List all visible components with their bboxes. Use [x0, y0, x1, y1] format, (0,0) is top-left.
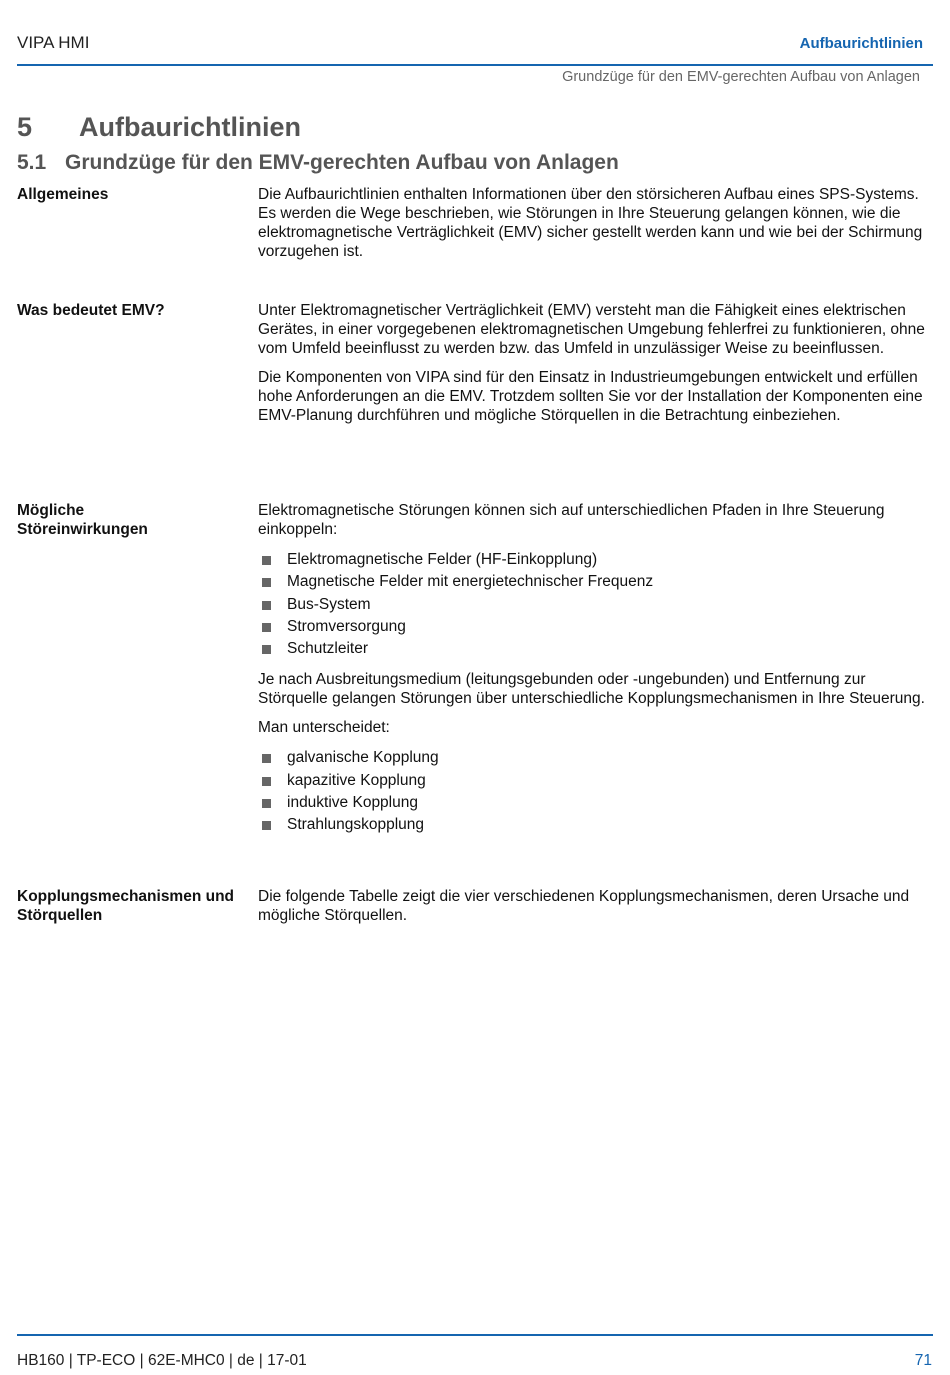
list-item: [258, 616, 930, 638]
section-title: Grundzüge für den EMV-gerechten Aufbau von Anlagen: [65, 151, 619, 174]
block-label: Kopplungsmechanismen und Störquellen: [17, 888, 235, 924]
chapter-number: 5: [17, 112, 33, 142]
list-item: [258, 594, 930, 616]
square-bullet-icon: [262, 777, 271, 786]
list-item-text: Schutzleiter: [287, 640, 368, 658]
square-bullet-icon: [262, 556, 271, 565]
header-subtitle: Grundzüge für den EMV-gerechten Aufbau von Anlagen: [562, 69, 920, 85]
paragraph: Die Aufbaurichtlinien enthalten Informationen über den störsicheren Aufbau eines SPS-Systems. Es werden die Wege beschrieben, wie Störungen in Ihre Steuerung gelangen können, wie die elektromagnetische Verträglichkeit (EMV) sicher gestellt werden kann und wie bei der Schirmung vorzugehen ist.: [258, 186, 923, 260]
block-label: Mögliche Störeinwirkungen: [17, 502, 148, 538]
list-item: [258, 638, 930, 660]
paragraph: Je nach Ausbreitungsmedium (leitungsgebunden oder -ungebunden) und Entfernung zur Störquelle gelangen Störungen über unterschiedliche Kopplungsmechanismen in Ihre Steuerung.: [258, 671, 925, 708]
square-bullet-icon: [262, 578, 271, 587]
list-item: [258, 747, 930, 769]
block-body: [258, 301, 930, 435]
list-item: [258, 792, 930, 814]
paragraph: Die folgende Tabelle zeigt die vier verschiedenen Kopplungsmechanismen, deren Ursache und mögliche Störquellen.: [258, 888, 910, 924]
square-bullet-icon: [262, 754, 271, 763]
block-body: [258, 185, 930, 271]
list-item-text: induktive Kopplung: [287, 794, 418, 812]
square-bullet-icon: [262, 821, 271, 830]
block-body: [258, 501, 930, 847]
square-bullet-icon: [262, 601, 271, 610]
square-bullet-icon: [262, 623, 271, 632]
square-bullet-icon: [262, 645, 271, 654]
list-item: [258, 571, 930, 593]
list-item: [258, 549, 930, 571]
list-item: [258, 770, 930, 792]
list-item-text: Magnetische Felder mit energietechnischer Frequenz: [287, 573, 654, 591]
header-product: VIPA HMI: [17, 33, 90, 52]
bullet-list-paths: [258, 549, 930, 660]
header-chapter-link[interactable]: Aufbaurichtlinien: [799, 35, 923, 52]
block-label: Allgemeines: [17, 186, 109, 203]
list-item-text: galvanische Kopplung: [287, 749, 439, 767]
list-item-text: Bus-System: [287, 595, 371, 613]
footer-divider: [17, 1334, 933, 1336]
list-item-text: kapazitive Kopplung: [287, 771, 426, 789]
paragraph: Man unterscheidet:: [258, 719, 390, 737]
paragraph: Unter Elektromagnetischer Verträglichkeit (EMV) versteht man die Fähigkeit eines elektrischen Gerätes, in einer vorgegebenen elektromagnetischen Umgebung fehlerfrei zu funktionieren, ohne vom Umfeld beeinflusst zu werden bzw. das Umfeld in unzulässiger Weise zu beeinflussen.: [258, 302, 925, 357]
bullet-list-coupling: [258, 747, 930, 836]
footer-doc-id: HB160 | TP-ECO | 62E-MHC0 | de | 17-01: [17, 1352, 307, 1369]
section-number: 5.1: [17, 151, 47, 174]
list-item-text: Elektromagnetische Felder (HF-Einkopplung): [287, 551, 598, 568]
chapter-title: Aufbaurichtlinien: [79, 112, 301, 142]
paragraph: Elektromagnetische Störungen können sich auf unterschiedlichen Pfaden in Ihre Steuerung einkoppeln:: [258, 502, 885, 538]
list-item: [258, 814, 930, 836]
block-body: [258, 887, 930, 935]
list-item-text: Stromversorgung: [287, 617, 406, 635]
header-divider: [17, 64, 933, 66]
list-item-text: Strahlungskopplung: [287, 816, 425, 834]
section-heading: [17, 151, 619, 175]
chapter-heading: [17, 112, 301, 143]
block-label: Was bedeutet EMV?: [17, 302, 165, 319]
page-number: 71: [914, 1352, 932, 1369]
paragraph: Die Komponenten von VIPA sind für den Einsatz in Industrieumgebungen entwickelt und erfüllen hohe Anforderungen an die EMV. Trotzdem sollten Sie vor der Installation der Komponenten eine EMV-Planung durchführen und mögliche Störquellen in die Betrachtung einbeziehen.: [258, 369, 923, 424]
square-bullet-icon: [262, 799, 271, 808]
